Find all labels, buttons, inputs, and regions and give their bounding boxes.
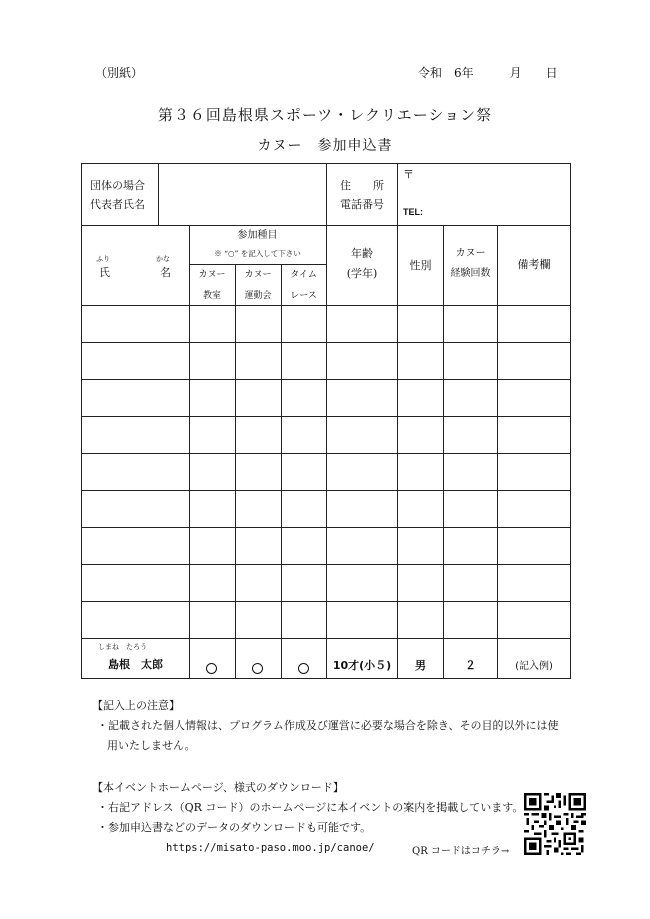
qr-label: QR コードはコチラ→ (412, 846, 510, 857)
name-label-shi: 氏 (99, 266, 110, 279)
address-label: 住 所 (340, 179, 384, 192)
furigana-label-1: ふり (96, 255, 110, 263)
col-canoe-class-l1: カヌー (198, 270, 226, 280)
qr-code-image[interactable] (524, 793, 586, 855)
notes-line1: ・記載された個人情報は、プログラム作成及び運営に必要な場合を除き、その目的以外には使 (97, 719, 559, 732)
grade-label: (学年) (346, 267, 378, 280)
col-canoe-class-l2: 教室 (202, 291, 221, 301)
example-name: 島根 太郎 (108, 658, 163, 671)
col-canoe-sports-l2: 運動会 (244, 291, 272, 301)
group-label-line1: 団体の場合 (90, 179, 145, 192)
address-phone-input[interactable] (398, 164, 569, 224)
event-note: ※ “○” を記入して下さい (214, 249, 301, 258)
furigana-label-2: かな (156, 255, 170, 263)
notes-heading: 【記入上の注意】 (92, 699, 180, 712)
notes-line2: 用いたしません。 (107, 739, 196, 752)
attachment-label: （別紙） (95, 66, 144, 80)
experience-label-l1: カヌー (455, 248, 486, 259)
gender-label: 性別 (409, 259, 432, 272)
col-time-race-l1: タイム (290, 270, 317, 280)
download-line2: ・参加申込書などのデータのダウンロードも可能です。 (97, 821, 372, 834)
example-circle-sports (252, 659, 263, 678)
example-circle-race (298, 659, 309, 678)
example-furigana: しまね たろう (98, 643, 147, 651)
representative-name-input[interactable] (159, 164, 325, 224)
example-circle-class (206, 659, 217, 678)
download-line1: ・右記アドレス（QR コード）のホームページに本イベントの案内を掲載しています。 (97, 801, 524, 814)
homepage-link[interactable]: https://misato-paso.moo.jp/canoe/ (166, 842, 375, 854)
remarks-label: 備考欄 (517, 258, 551, 271)
experience-label-l2: 経験回数 (450, 268, 491, 279)
document-subtitle: カヌー 参加申込書 (257, 138, 393, 154)
phone-label: 電話番号 (340, 198, 384, 211)
postal-mark: 〒 (403, 168, 414, 181)
document-title: 第３６回島根県スポーツ・レクリエーション祭 (157, 106, 493, 124)
date-field: 令和 6年 月 日 (418, 66, 558, 80)
download-heading: 【本イベントホームページ、様式のダウンロード】 (92, 781, 344, 794)
col-canoe-sports-l1: カヌー (244, 270, 272, 280)
tel-label: TEL: (403, 207, 423, 217)
event-title: 参加種目 (237, 230, 278, 241)
example-age: 10才(小５) (332, 659, 392, 672)
example-remark: (記入例) (515, 661, 553, 672)
example-gender: 男 (415, 659, 426, 672)
example-experience: ２ (465, 659, 476, 672)
name-label-mei: 名 (160, 266, 171, 279)
group-label-line2: 代表者氏名 (90, 198, 145, 211)
age-label: 年齢 (351, 247, 373, 260)
col-time-race-l2: レース (290, 291, 317, 301)
